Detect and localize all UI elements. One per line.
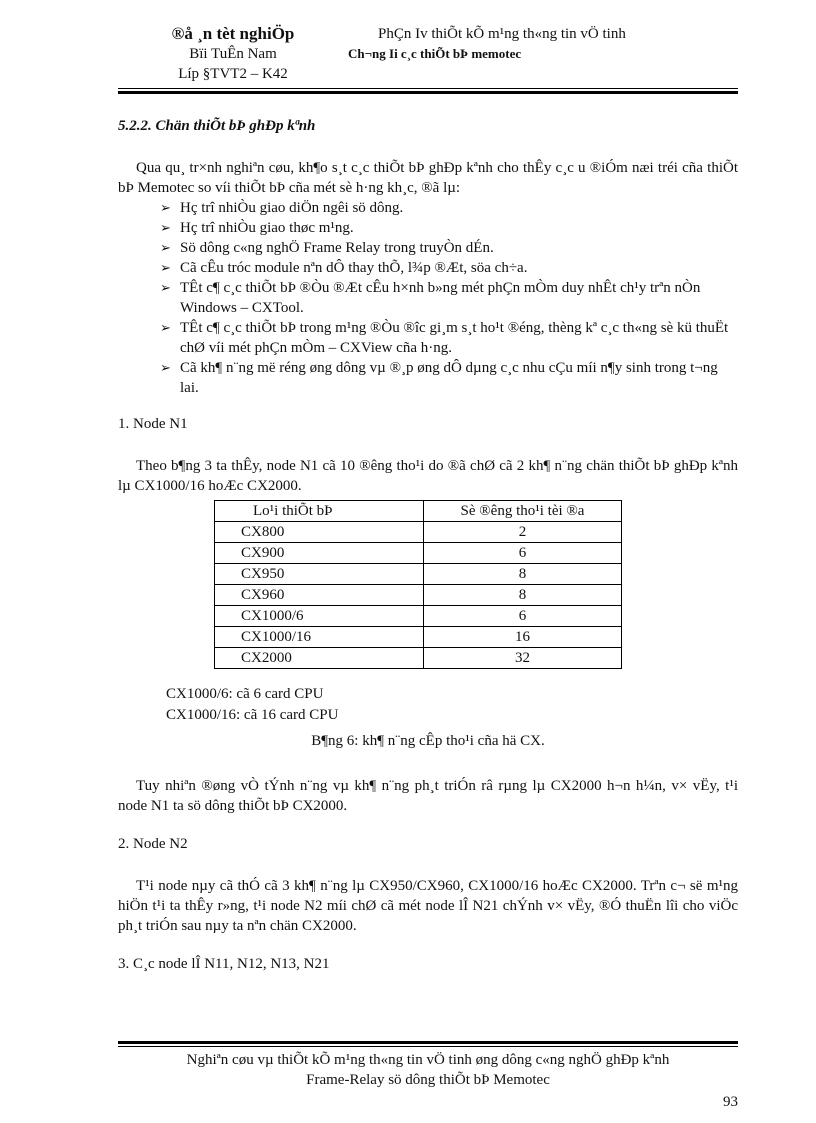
list-item: ➢ TÊt c¶ c¸c thiÕt bÞ ®Òu ®Æt cÊu h×nh b»ng mét phÇn mÒm duy nhÊt ch¹y trªn nÒn Windows – CXTool. xyxy=(160,280,701,316)
header-rule-thick xyxy=(118,91,738,94)
header-right xyxy=(348,24,708,64)
table-row: CX800 2 xyxy=(215,522,622,543)
advantages-list xyxy=(118,198,738,398)
node2-paragraph: T¹i node nµy cã thÓ cã 3 kh¶ n¨ng lµ CX950/CX960, CX1000/16 hoÆc CX2000. Trªn c¬ së m¹ng hiÖn t¹i ta thÊy r»ng, t¹i node N2 míi chØ cã mét node lÎ N21 chÝnh v× vËy, ®Ó thuËn lîi cho viÖc ph¸t triÓn sau nµy ta nªn chän CX2000. xyxy=(118,878,738,934)
header-thesis-label: ®å ¸n tèt nghiÖp xyxy=(171,24,295,43)
note-cx1000-6: CX1000/6: cã 6 card CPU xyxy=(166,686,324,702)
capacity-table xyxy=(214,500,622,669)
node1-title: 1. Node N1 xyxy=(118,416,188,432)
table-header-lines: Sè ®êng tho¹i tèi ®a xyxy=(424,501,622,522)
node3-title: 3. C¸c node lÎ N11, N12, N13, N21 xyxy=(118,956,330,972)
table-row: CX2000 32 xyxy=(215,648,622,669)
list-item: ➢ TÊt c¶ c¸c thiÕt bÞ trong m¹ng ®Òu ®îc gi¸m s¸t ho¹t ®éng, thèng kª c¸c th«ng sè kü thuËt chØ víi mét phÇn mÒm – CXView cña h·ng. xyxy=(160,320,729,356)
arrow-bullet-icon: ➢ xyxy=(160,200,171,215)
header-author: Bïi TuÊn Nam xyxy=(189,46,277,62)
table-header-row xyxy=(215,501,622,522)
section-title: 5.2.2. Chän thiÕt bÞ ghÐp kªnh xyxy=(118,118,316,134)
header-left xyxy=(118,24,348,84)
arrow-bullet-icon: ➢ xyxy=(160,360,171,375)
footer-rule-thick xyxy=(118,1041,738,1044)
arrow-bullet-icon: ➢ xyxy=(160,280,171,295)
footer-rule-thin xyxy=(118,1046,738,1047)
table-row: CX1000/6 6 xyxy=(215,606,622,627)
list-item: ➢ Hç trî nhiÒu giao diÖn ngêi sö dông. xyxy=(160,200,404,216)
node2-title: 2. Node N2 xyxy=(118,836,188,852)
header-rule-thin xyxy=(118,88,738,89)
table-row: CX960 8 xyxy=(215,585,622,606)
table-row: CX900 6 xyxy=(215,543,622,564)
list-item: ➢ Hç trî nhiÒu giao thøc m¹ng. xyxy=(160,220,354,236)
list-item: ➢ Sö dông c«ng nghÖ Frame Relay trong truyÒn dÉn. xyxy=(160,240,494,256)
header-part-title: PhÇn Iv thiÕt kÕ m¹ng th«ng tin vÖ tinh xyxy=(378,26,626,42)
table-header-device: Lo¹i thiÕt bÞ xyxy=(215,501,424,522)
arrow-bullet-icon: ➢ xyxy=(160,320,171,335)
table-row: CX950 8 xyxy=(215,564,622,585)
intro-text: Qua qu¸ tr×nh nghiªn cøu, kh¶o s¸t c¸c thiÕt bÞ ghÐp kªnh cho thÊy c¸c u ®iÓm næi tréi cña thiÕt bÞ Memotec so víi thiÕt bÞ cña mét sè h·ng kh¸c, ®ã lµ: xyxy=(118,160,738,196)
list-item: ➢ Cã cÊu tróc module nªn dÔ thay thÕ, l¾p ®Æt, söa ch÷a. xyxy=(160,260,528,276)
arrow-bullet-icon: ➢ xyxy=(160,240,171,255)
page-number: 93 xyxy=(723,1094,738,1110)
table-row: CX1000/16 16 xyxy=(215,627,622,648)
footer xyxy=(118,1050,738,1090)
table-caption: B¶ng 6: kh¶ n¨ng cÊp tho¹i cña hä CX. xyxy=(311,733,545,749)
arrow-bullet-icon: ➢ xyxy=(160,220,171,235)
note-cx1000-16: CX1000/16: cã 16 card CPU xyxy=(166,707,339,723)
intro-paragraph xyxy=(118,158,738,198)
node1-conclusion: Tuy nhiªn ®øng vÒ tÝnh n¨ng vµ kh¶ n¨ng ph¸t triÓn râ rµng lµ CX2000 h¬n h¼n, v× vËy, t¹i node N1 ta sö dông thiÕt bÞ CX2000. xyxy=(118,778,738,814)
header-class: Líp §TVT2 – K42 xyxy=(178,66,288,82)
list-item: ➢ Cã kh¶ n¨ng më réng øng dông vµ ®¸p øng dÔ dµng c¸c nhu cÇu míi n¶y sinh trong t¬ng lai. xyxy=(160,360,718,396)
footer-line2: Frame-Relay sö dông thiÕt bÞ Memotec xyxy=(306,1072,550,1088)
node1-paragraph: Theo b¶ng 3 ta thÊy, node N1 cã 10 ®êng tho¹i do ®ã chØ cã 2 kh¶ n¨ng chän thiÕt bÞ ghÐp kªnh lµ CX1000/16 hoÆc CX2000. xyxy=(118,458,738,494)
footer-line1: Nghiªn cøu vµ thiÕt kÕ m¹ng th«ng tin vÖ tinh øng dông c«ng nghÖ ghÐp kªnh xyxy=(186,1052,670,1068)
arrow-bullet-icon: ➢ xyxy=(160,260,171,275)
header-chapter-title: Ch¬ng Ii c¸c thiÕt bÞ memotec xyxy=(348,46,522,61)
